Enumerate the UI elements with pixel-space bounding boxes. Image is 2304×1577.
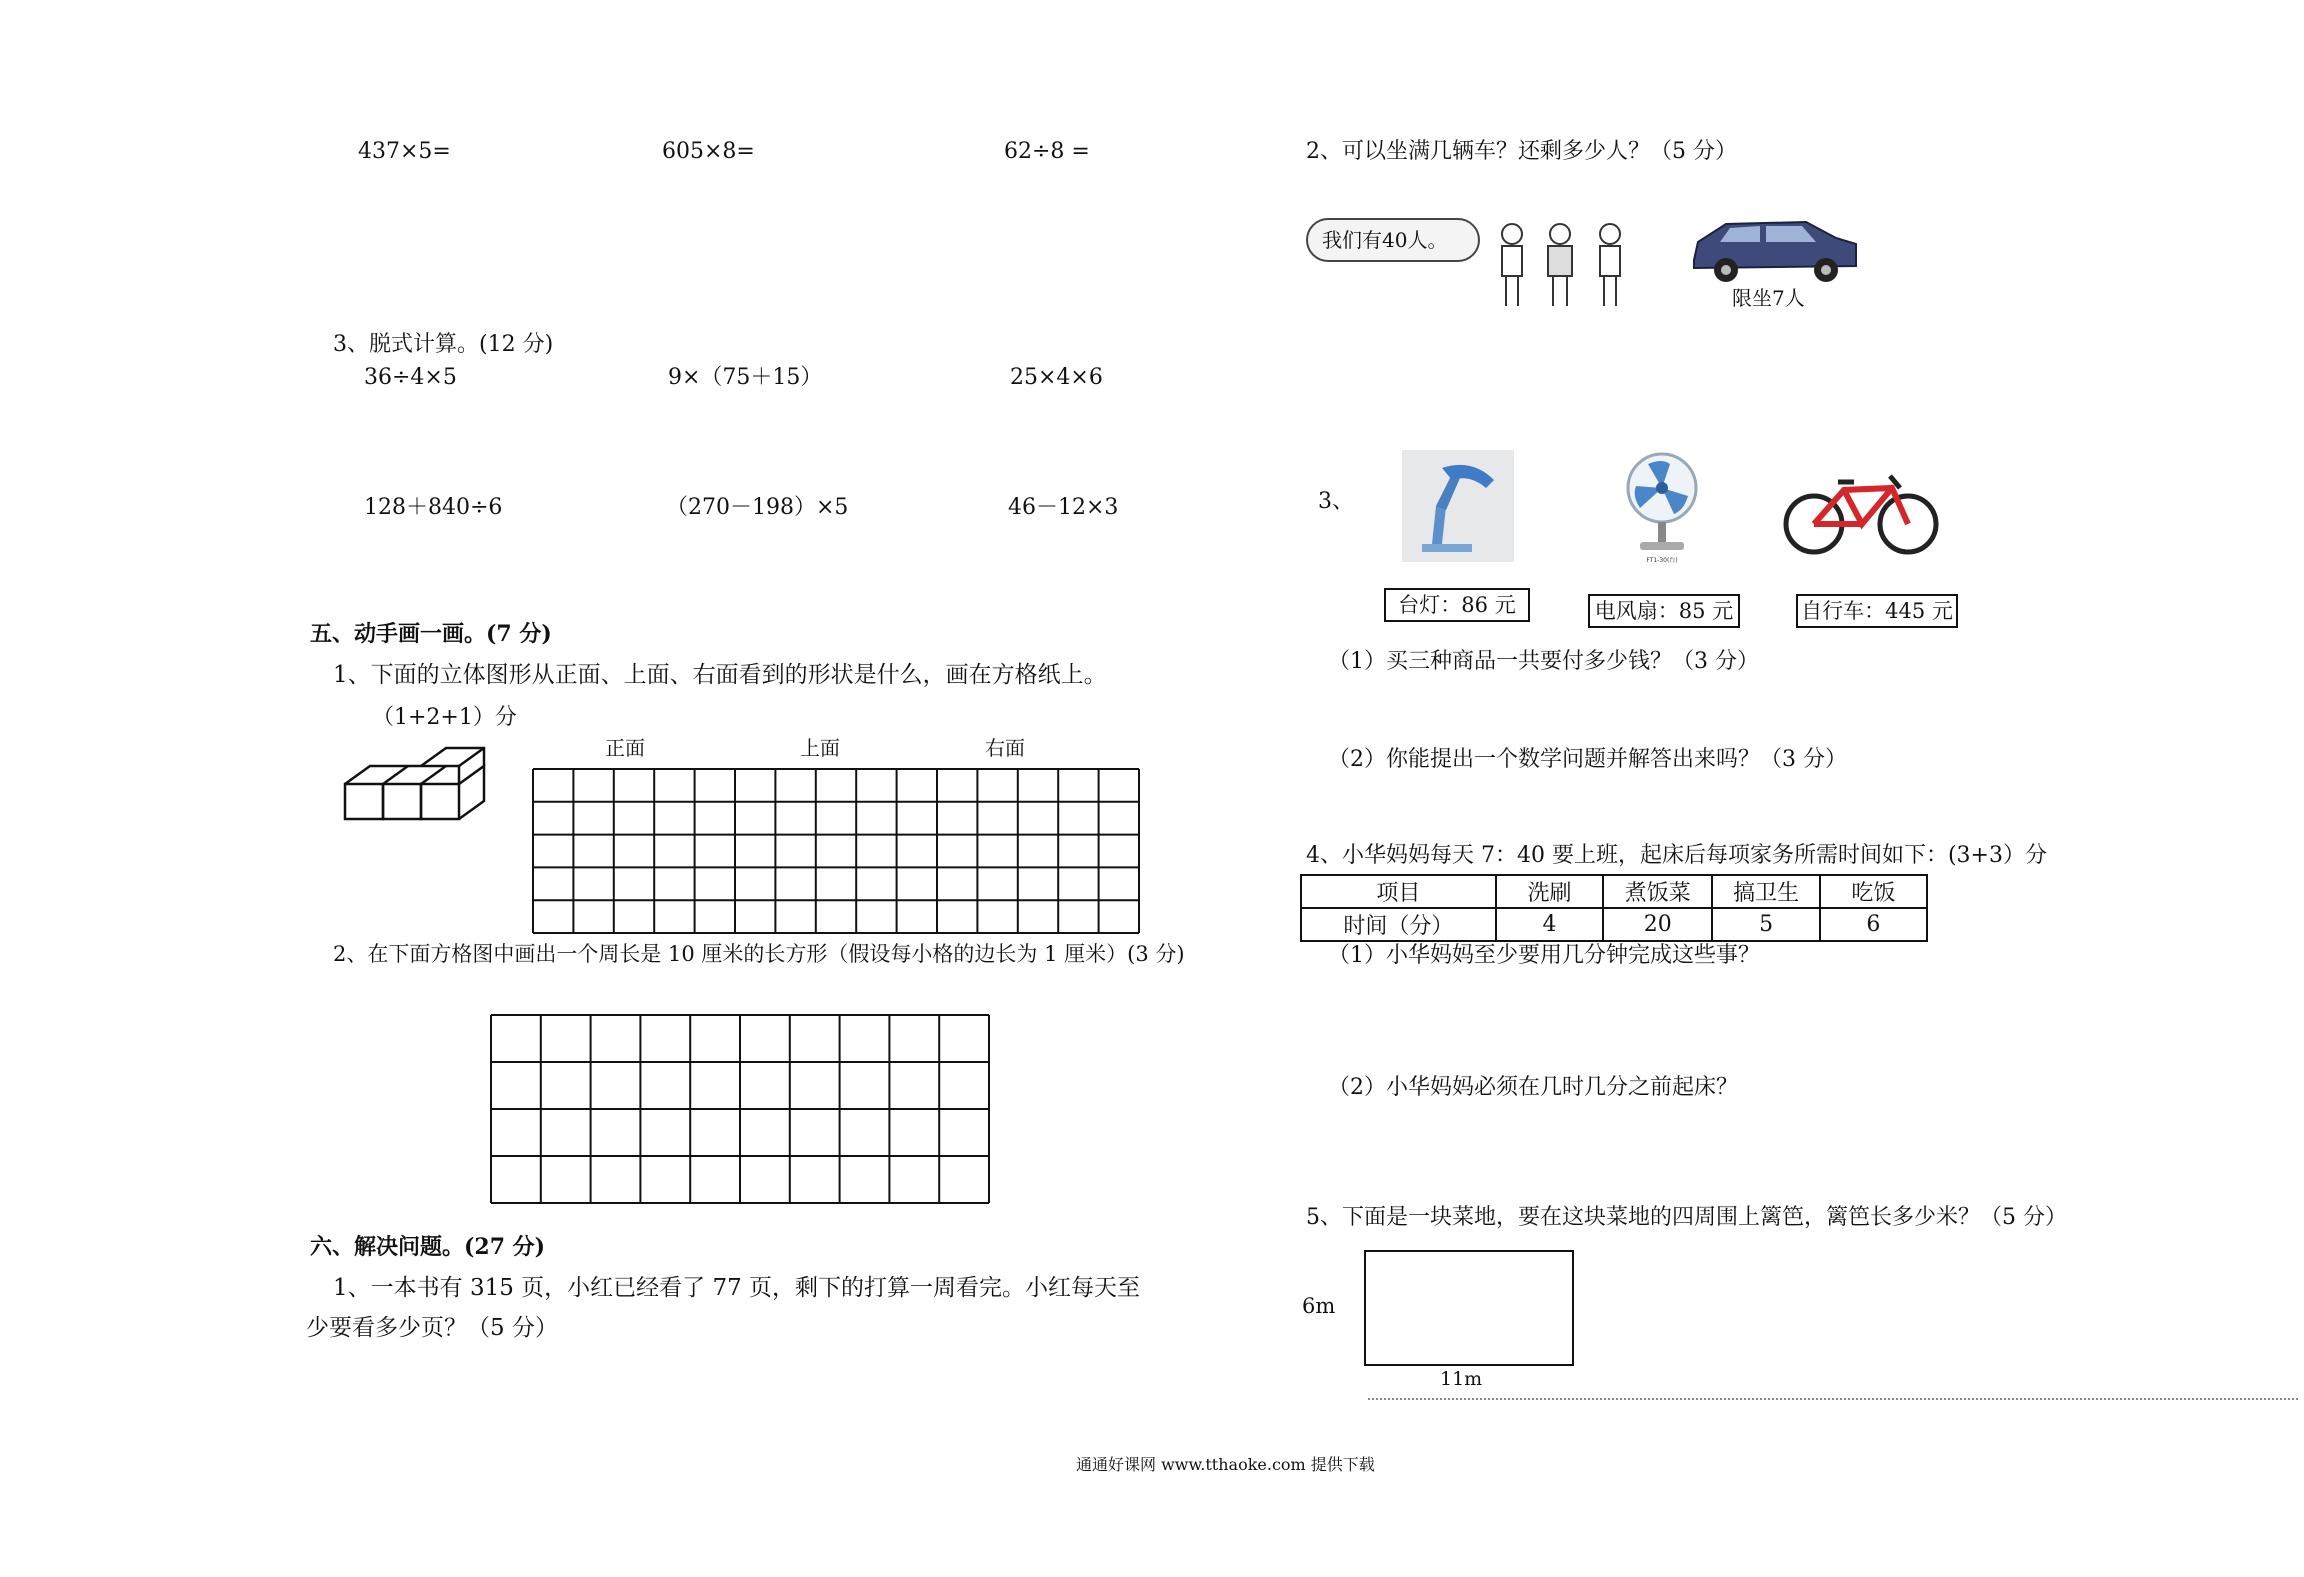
speech-bubble <box>1306 218 1480 262</box>
expr-2: 9×（75＋15） <box>668 365 823 390</box>
electric-fan-icon <box>1618 452 1706 564</box>
rq3-number: 3、 <box>1318 489 1354 514</box>
sec5-q1-score: （1+2+1）分 <box>372 705 517 730</box>
table-header: 项目 <box>1301 875 1496 908</box>
cube-solid-figure <box>340 744 520 834</box>
rq5: 5、下面是一块菜地，要在这块菜地的四周围上篱笆，篱笆长多少米？（5 分） <box>1306 1205 2067 1230</box>
table-cell: 5 <box>1712 908 1819 941</box>
children-illustration <box>1490 220 1640 310</box>
plot-height-label: 6m <box>1302 1294 1336 1318</box>
fan-model-label: FT1-30(台) <box>1646 557 1678 564</box>
vegetable-plot-rectangle <box>1364 1250 1574 1366</box>
bicycle-icon <box>1782 458 1940 558</box>
calc-3: 62÷8 = <box>1004 139 1090 164</box>
rq4: 4、小华妈妈每天 7：40 要上班，起床后每项家务所需时间如下：(3+3）分 <box>1306 843 2047 868</box>
view-label-front: 正面 <box>605 736 645 760</box>
expr-6: 46－12×3 <box>1008 495 1119 520</box>
expr-3: 25×4×6 <box>1010 365 1103 390</box>
calc-2: 605×8= <box>662 139 755 164</box>
rq3-sub1: （1）买三种商品一共要付多少钱？（3 分） <box>1328 649 1759 674</box>
drawing-grid-1[interactable] <box>532 768 1142 936</box>
chores-table <box>1300 874 1928 942</box>
sec5-q1: 1、下面的立体图形从正面、上面、右面看到的形状是什么，画在方格纸上。 <box>333 662 1107 688</box>
product-label-bicycle: 自行车：445 元 <box>1796 594 1958 628</box>
sec5-q2: 2、在下面方格图中画出一个周长是 10 厘米的长方形（假设每小格的边长为 1 厘米）(3 分) <box>333 942 1185 966</box>
table-header-row <box>1301 875 1927 908</box>
q3-title: 3、脱式计算。(12 分) <box>333 332 554 357</box>
speech-text: 我们有40人。 <box>1322 228 1448 252</box>
footer-text: 通通好课网 www.tthaoke.com 提供下载 <box>1076 1455 1375 1474</box>
table-header: 搞卫生 <box>1712 875 1819 908</box>
table-cell: 6 <box>1820 908 1927 941</box>
sec6-q1-line2: 少要看多少页？（5 分） <box>306 1315 558 1341</box>
rq2: 2、可以坐满几辆车？还剩多少人？（5 分） <box>1306 139 1737 164</box>
table-cell: 4 <box>1496 908 1603 941</box>
dotted-divider <box>1368 1398 2298 1400</box>
product-label-fan: 电风扇：85 元 <box>1588 594 1740 628</box>
rq3-sub2: （2）你能提出一个数学问题并解答出来吗？（3 分） <box>1328 747 1847 772</box>
calc-1: 437×5= <box>358 139 451 164</box>
section-6-title: 六、解决问题。(27 分) <box>310 1234 546 1260</box>
rq4-sub2: （2）小华妈妈必须在几时几分之前起床？ <box>1328 1075 1738 1100</box>
expr-4: 128＋840÷6 <box>364 495 503 520</box>
table-cell: 时间（分） <box>1301 908 1496 941</box>
product-label-lamp: 台灯：86 元 <box>1384 588 1530 622</box>
sec6-q1-line1: 1、一本书有 315 页，小红已经看了 77 页，剩下的打算一周看完。小红每天至 <box>333 1275 1141 1301</box>
rq4-sub1: （1）小华妈妈至少要用几分钟完成这些事？ <box>1328 943 1760 968</box>
section-5-title: 五、动手画一画。(7 分) <box>310 621 552 647</box>
desk-lamp-icon <box>1402 450 1514 562</box>
table-header: 吃饭 <box>1820 875 1927 908</box>
view-label-top: 上面 <box>800 736 840 760</box>
table-header: 洗刷 <box>1496 875 1603 908</box>
expr-5: （270－198）×5 <box>666 495 849 520</box>
expr-1: 36÷4×5 <box>364 365 457 390</box>
table-header: 煮饭菜 <box>1603 875 1712 908</box>
car-icon <box>1686 214 1862 286</box>
view-label-right: 右面 <box>985 736 1025 760</box>
table-row <box>1301 908 1927 941</box>
table-cell: 20 <box>1603 908 1712 941</box>
car-caption: 限坐7人 <box>1732 286 1805 310</box>
plot-width-label: 11m <box>1440 1368 1483 1390</box>
drawing-grid-2[interactable] <box>490 1014 992 1206</box>
